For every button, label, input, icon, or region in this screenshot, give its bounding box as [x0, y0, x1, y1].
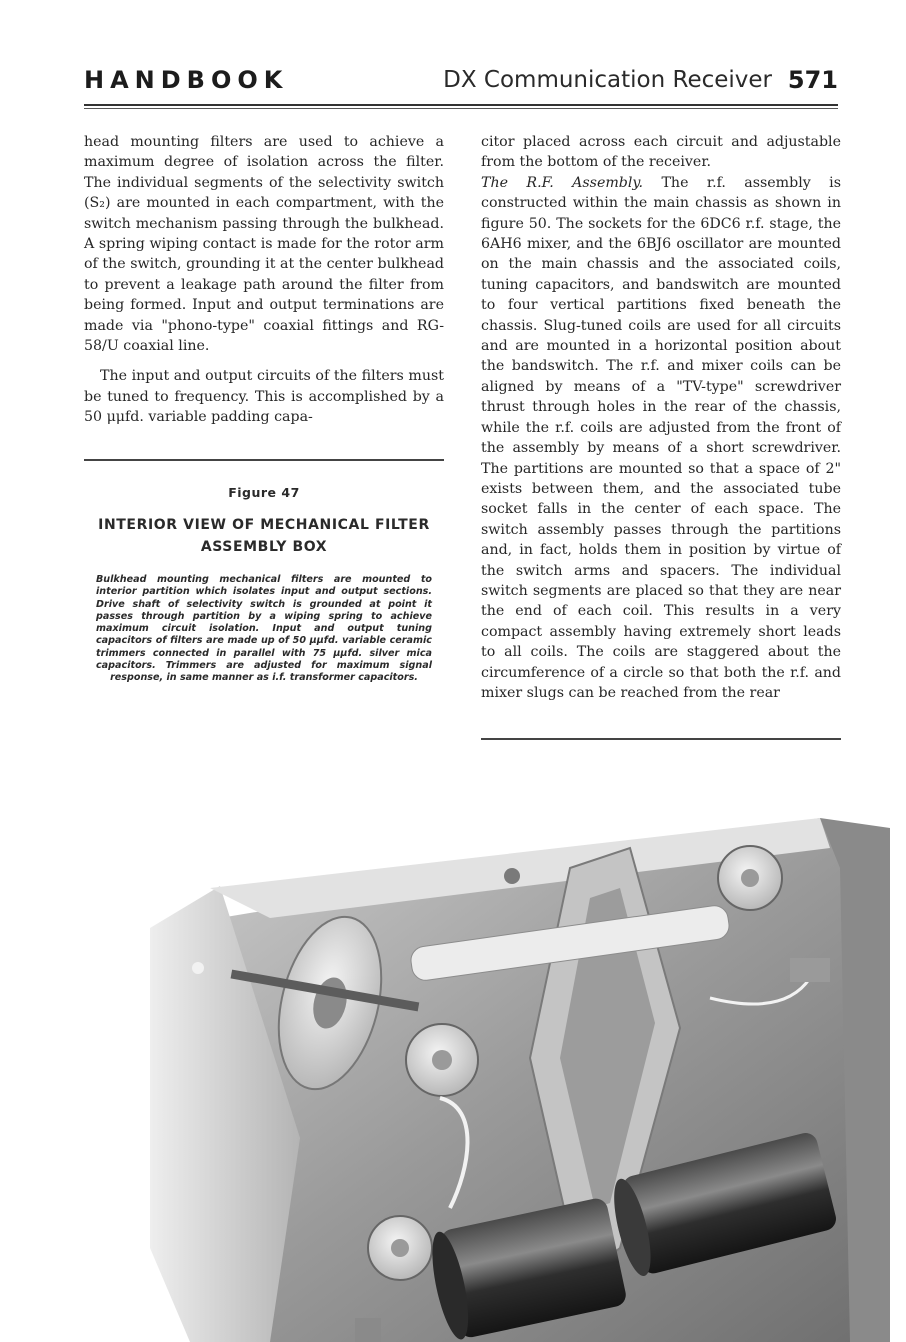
header-rule — [84, 104, 838, 106]
running-header — [84, 66, 838, 102]
mounting-nut — [504, 868, 520, 884]
section-runin: The R.F. Assembly. — [481, 174, 644, 191]
page-number: 571 — [787, 66, 838, 94]
book-title: HANDBOOK — [84, 66, 289, 94]
right-column — [481, 132, 841, 703]
figure-caption — [84, 485, 444, 685]
coax-fitting — [355, 1318, 381, 1342]
figure-number: Figure 47 — [228, 485, 300, 500]
left-column — [84, 132, 444, 428]
figure-title: INTERIOR VIEW OF MECHANICAL FILTER ASSEMBLY BOX — [98, 517, 430, 555]
header-rule-thin — [84, 108, 838, 109]
coax-fitting — [790, 958, 830, 982]
paragraph: The input and output circuits of the filters must be tuned to frequency. This is accomplished by a 50 μμfd. variable padding capa- — [84, 368, 444, 426]
figure-caption-text: Bulkhead mounting mechanical filters are mounted to interior partition which isolates input and output sections. Drive shaft of selectivity switch is grounded at point it passes through partition by a wiping spring to achieve maximum circuit isolation. Input and output tuning capacitors of filters are made up of 50 μμfd. variable ceramic trimmers connected in parallel with 75 μμfd. silver mica capacitors. Trimmers are adjusted for maximum signal response, in same manner as i.f. transformer capacitors. — [96, 574, 432, 684]
filter-assembly-photo — [150, 808, 890, 1342]
figure-rule — [84, 459, 444, 461]
column-end-rule — [481, 738, 841, 740]
chapter-title: DX Communication Receiver — [443, 67, 772, 93]
paragraph-text: The r.f. assembly is constructed within the main chassis as shown in figure 50. The sockets for the 6DC6 r.f. stage, the 6AH6 mixer, and the 6BJ6 oscillator are mounted on the main chassis and the associated coils, tuning capacitors, and bandswitch are mounted to four vertical partitions fixed beneath the chassis. Slug-tuned coils are used for all circuits and are mounted in a horizontal position about the bandswitch. The r.f. and mixer coils can be aligned by means of a "TV-type" screwdriver thrust through holes in the rear of the chassis, while the r.f. coils are adjusted from the front of the assembly by means of a short screwdriver. The partitions are mounted so that a space of 2" exists between them, and the associated tube socket falls in the center of each space. The switch assembly passes through the partitions and, in fact, holds them in position by virtue of the switch arms and spacers. The individual switch segments are placed so that they are near the end of each coil. This results in a very compact assembly having extremely short leads to all coils. The coils are staggered about the circumference of a circle so that both the r.f. and mixer slugs can be reached from the rear — [481, 174, 841, 701]
paragraph: head mounting filters are used to achieve a maximum degree of isolation across the filter. The individual segments of the selectivity switch (S₂) are mounted in each compartment, with the switch mechanism passing through the bulkhead. A spring wiping contact is made for the rotor arm of the switch, grounding it at the center bulkhead to prevent a leakage path around the filter from being formed. Input and output terminations are made via "phono-type" coaxial fittings and RG-58/U coaxial line. — [84, 134, 444, 355]
mounting-nut — [192, 962, 204, 974]
paragraph — [481, 173, 841, 704]
paragraph: citor placed across each circuit and adjustable from the bottom of the receiver. — [481, 134, 841, 171]
